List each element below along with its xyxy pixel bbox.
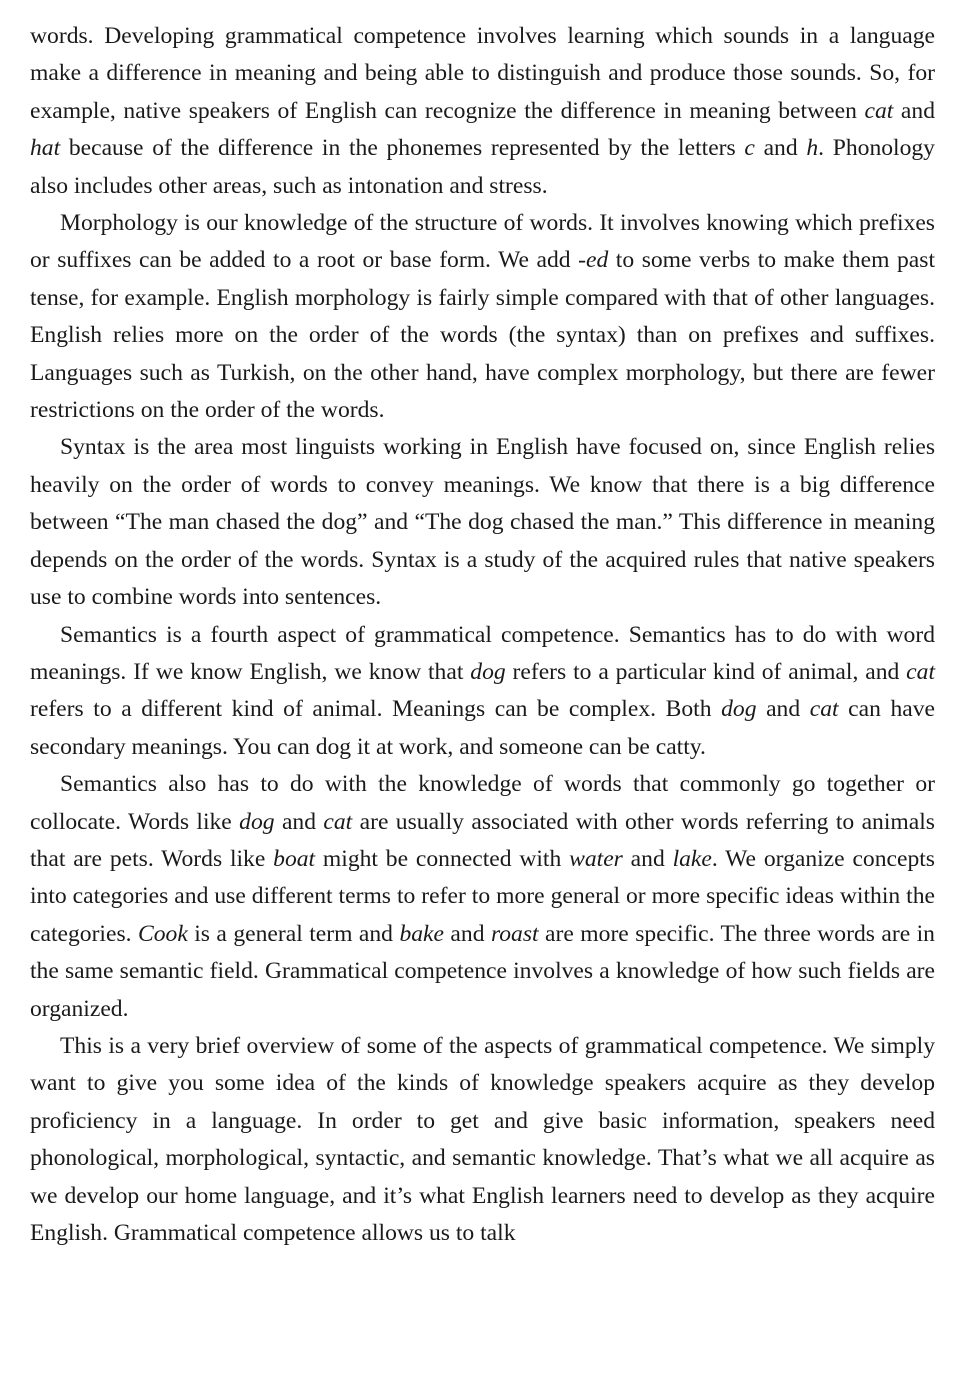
text-run: because of the difference in the phonemes represented by the letters bbox=[60, 135, 745, 162]
text-run: . We organize concepts into categories and use different terms to refer to more general or more specific ideas within the categories. bbox=[30, 845, 935, 947]
text-run: and bbox=[622, 845, 673, 872]
text-run: . Phonology also includes other areas, such as intonation and stress. bbox=[30, 135, 935, 199]
text-run: refers to a different kind of animal. Meanings can be complex. Both bbox=[30, 696, 722, 723]
italic-term: cat bbox=[809, 696, 839, 723]
text-run: refers to a particular kind of animal, and bbox=[505, 658, 907, 685]
paragraph-semantics-collocation bbox=[30, 766, 935, 1028]
text-run: and bbox=[756, 696, 810, 723]
text-run: can have secondary meanings. You can dog it at work, and someone can be catty. bbox=[30, 696, 935, 760]
text-run: is a general term and bbox=[187, 920, 400, 947]
paragraph-overview bbox=[30, 1028, 935, 1252]
italic-term: dog bbox=[470, 658, 506, 685]
text-run: This is a very brief overview of some of the aspects of grammatical competence. We simply want to give you some idea of the kinds of knowledge speakers acquire as they develop proficiency in a language. In order to get and give basic information, speakers need phonological, morphological, syntactic, and semantic knowledge. That’s what we all acquire as we develop our home language, and it’s what English learners need to develop as they acquire English. Grammatical competence allows us to talk bbox=[30, 1032, 935, 1246]
italic-term: water bbox=[569, 845, 623, 872]
text-run: Morphology is our knowledge of the structure of words. It involves knowing which prefixes or suffixes can be added to a root or base form. We add bbox=[30, 210, 935, 274]
document-page bbox=[30, 18, 935, 1252]
paragraph-morphology bbox=[30, 205, 935, 429]
text-run: Syntax is the area most linguists working in English have focused on, since English relies heavily on the order of words to convey meanings. We know that there is a big difference between “The man chased the dog” and “The dog chased the man.” This difference in meaning depends on the order of the words. Syntax is a study of the acquired rules that native speakers use to combine words into sentences. bbox=[30, 434, 935, 611]
italic-term: h bbox=[806, 135, 819, 162]
paragraph-phonology-end bbox=[30, 18, 935, 205]
italic-term: hat bbox=[30, 135, 61, 162]
italic-term: -ed bbox=[578, 247, 609, 274]
italic-term: cat bbox=[906, 658, 935, 685]
text-run: are usually associated with other words referring to animals that are pets. Words like bbox=[30, 808, 935, 872]
text-run: Semantics also has to do with the knowledge of words that commonly go together or collocate. Words like bbox=[30, 771, 935, 835]
italic-term: lake bbox=[672, 845, 712, 872]
text-run: words. Developing grammatical competence involves learning which sounds in a language make a difference in meaning and being able to distinguish and produce those sounds. So, for example, native speakers of English can recognize the difference in meaning between bbox=[30, 23, 935, 124]
text-run: and bbox=[754, 135, 807, 162]
text-run: and bbox=[443, 920, 491, 947]
text-run: are more specific. The three words are in the same semantic field. Grammatical competence involves a knowledge of how such fields are organized. bbox=[30, 920, 935, 1022]
italic-term: cat bbox=[864, 97, 894, 124]
italic-term: bake bbox=[399, 920, 444, 947]
italic-term: dog bbox=[721, 696, 757, 723]
text-run: to some verbs to make them past tense, for example. English morphology is fairly simple compared with that of other languages. English relies more on the order of the words (the syntax) than on prefixes and suffixes. Languages such as Turkish, on the other hand, have complex morphology, but there are fewer restrictions on the order of the words. bbox=[30, 247, 935, 424]
text-run: and bbox=[893, 97, 935, 124]
paragraph-syntax bbox=[30, 429, 935, 616]
italic-term: cat bbox=[323, 808, 353, 835]
italic-term: Cook bbox=[137, 920, 188, 947]
italic-term: boat bbox=[273, 845, 316, 872]
text-run: Semantics is a fourth aspect of grammatical competence. Semantics has to do with word meanings. If we know English, we know that bbox=[30, 621, 935, 685]
text-run: and bbox=[274, 808, 324, 835]
text-run: might be connected with bbox=[315, 845, 570, 872]
italic-term: roast bbox=[490, 920, 539, 947]
italic-term: c bbox=[744, 135, 755, 162]
italic-term: dog bbox=[239, 808, 275, 835]
paragraph-semantics bbox=[30, 617, 935, 767]
